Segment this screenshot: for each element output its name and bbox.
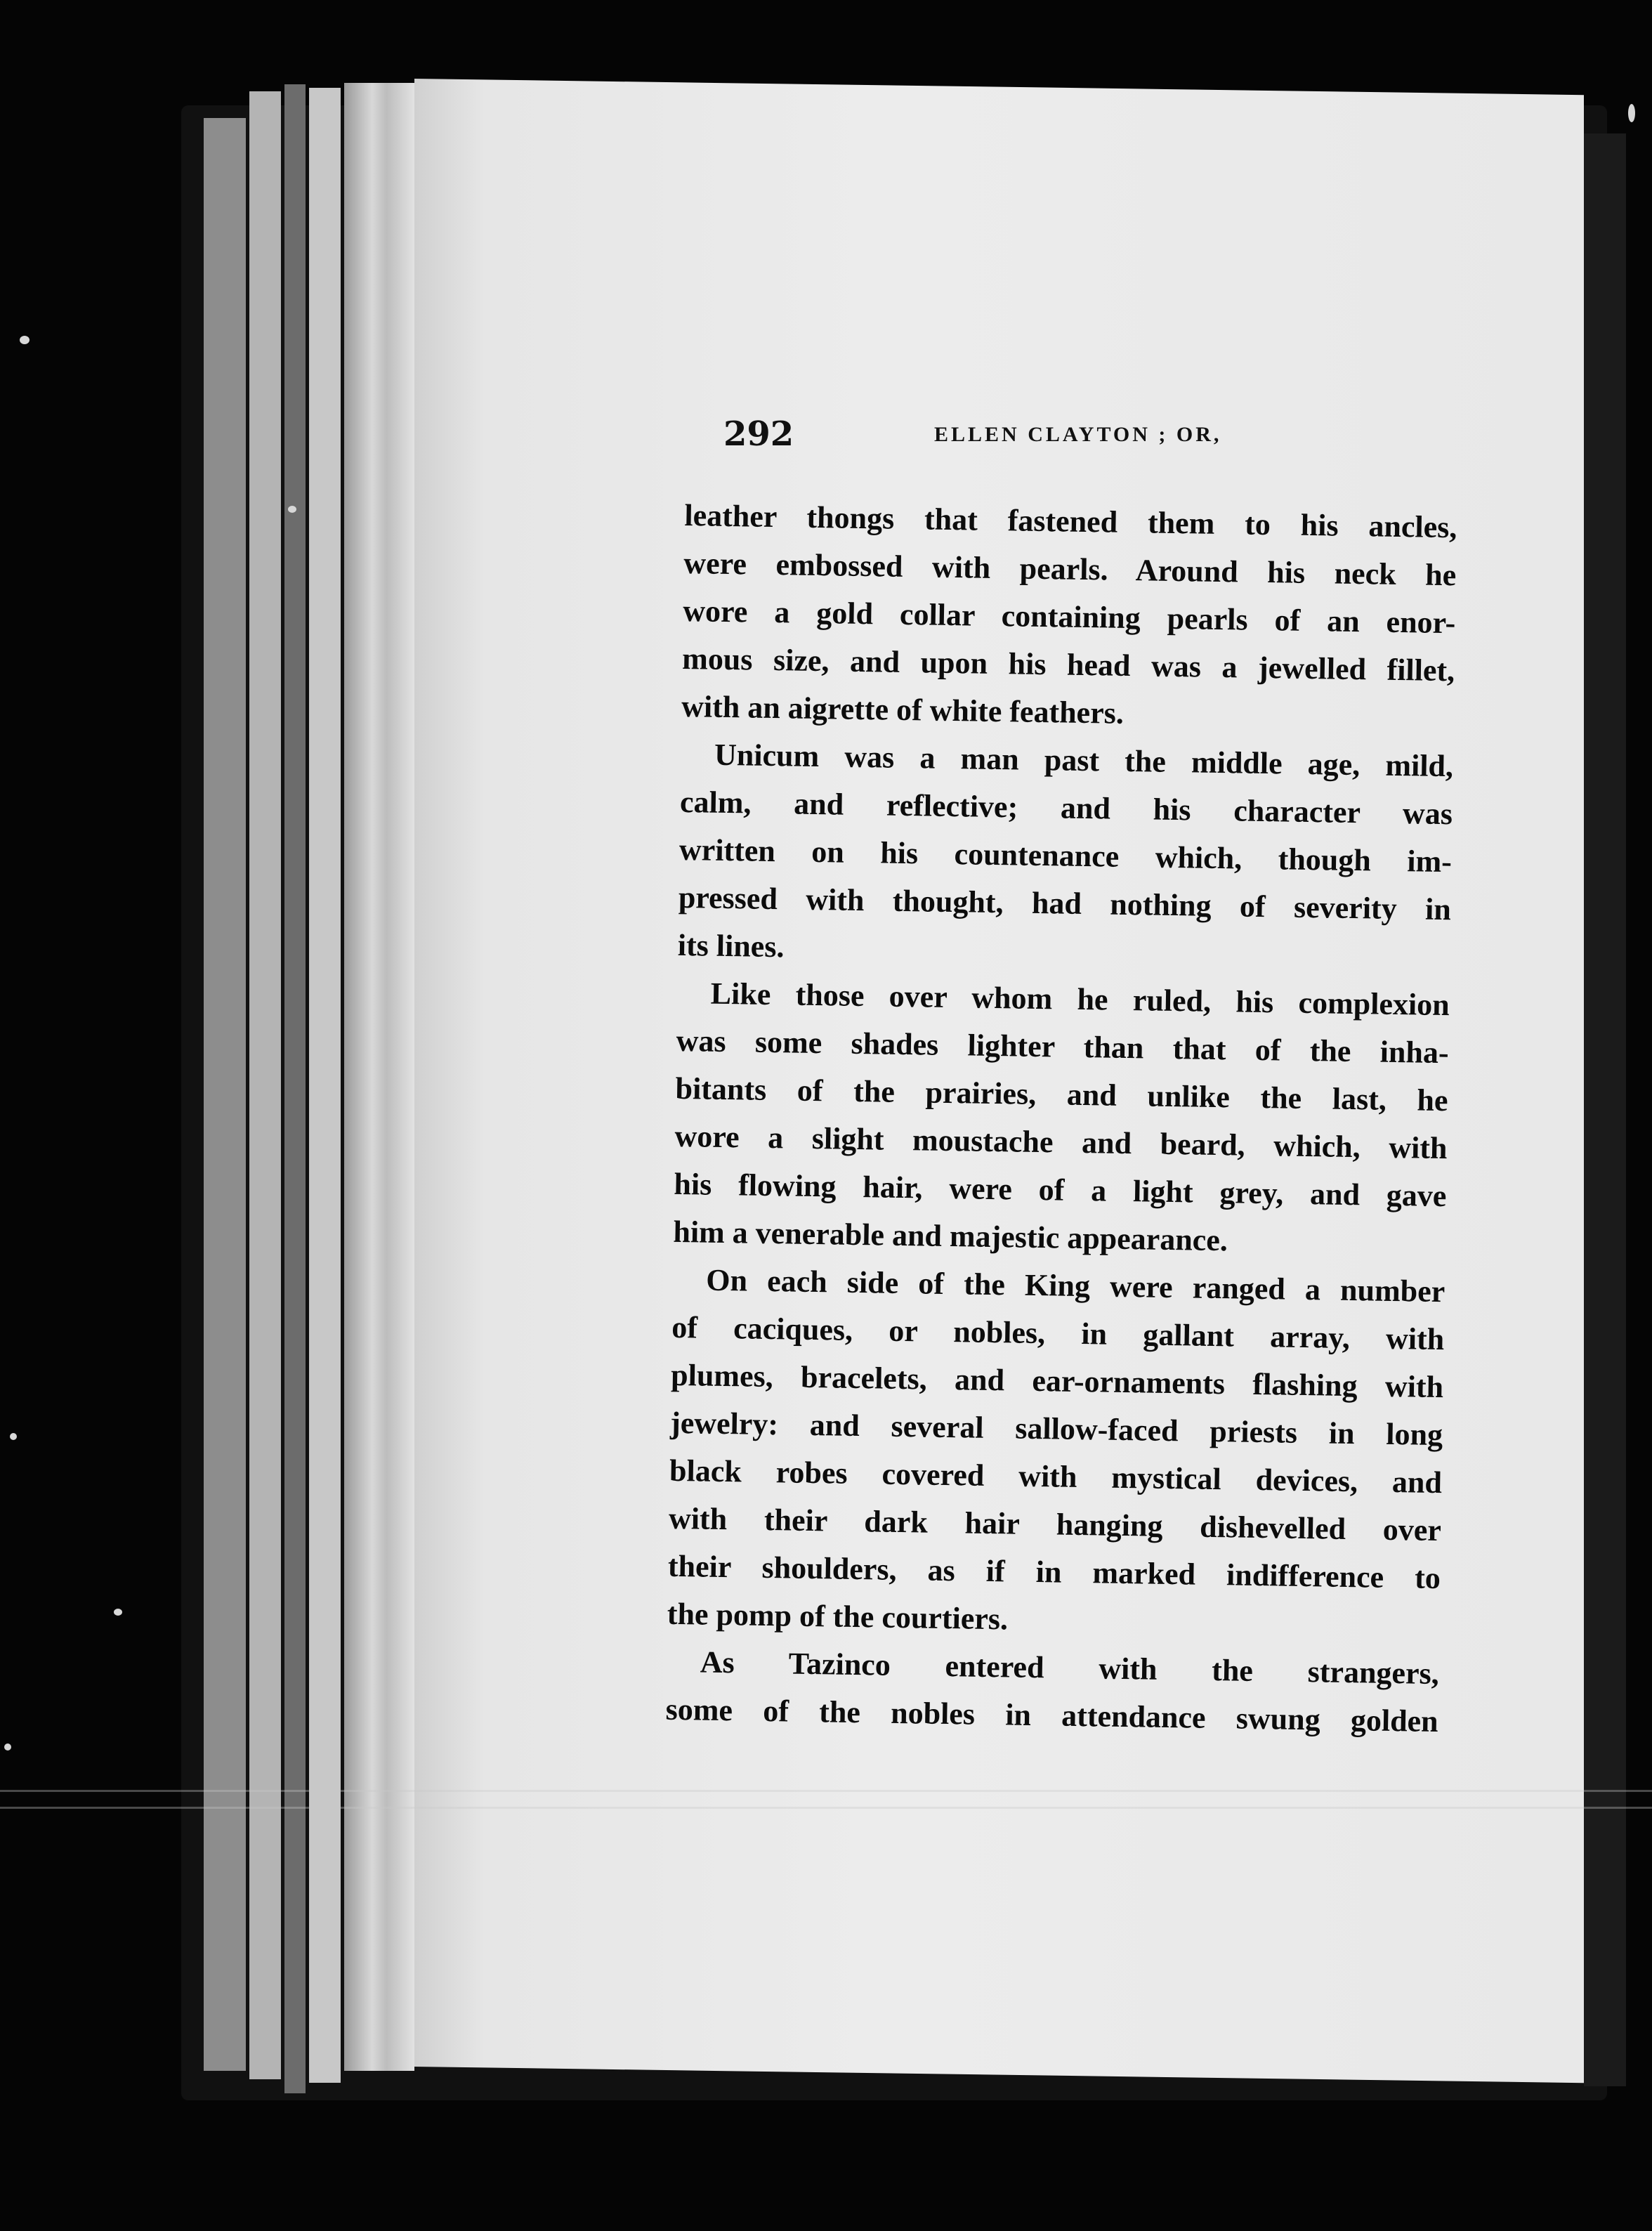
text-line: were embossed with pearls. Around his neck he (683, 545, 1457, 593)
text-line: wore a slight moustache and beard, which, with (674, 1118, 1448, 1166)
text-line: mous size, and upon his head was a jewelled fillet, (681, 641, 1455, 688)
scan-speck (4, 1743, 11, 1751)
text-line: bitants of the prairies, and unlike the last, he (675, 1071, 1448, 1118)
page-number: 292 (723, 414, 794, 454)
page-edge-stack (344, 83, 414, 2071)
text-line: Like those over whom he ruled, his complexion (710, 976, 1450, 1023)
text-line: As Tazinco entered with the strangers, (700, 1644, 1440, 1692)
text-line: his flowing hair, were of a light grey, and gave (674, 1166, 1447, 1214)
page-edge-stack (249, 91, 281, 2079)
scan-speck (114, 1609, 122, 1616)
scan-artifact-line (0, 1790, 1652, 1792)
text-line: with their dark hair hanging dishevelled over (668, 1500, 1442, 1548)
page-edge-stack (284, 84, 306, 2093)
text-line: was some shades lighter than that of the inha- (676, 1023, 1449, 1071)
text-line: its lines. (677, 927, 785, 964)
text-line: some of the nobles in attendance swung golden (665, 1692, 1439, 1739)
text-line: On each side of the King were ranged a number (705, 1262, 1446, 1309)
scan-speck (1628, 104, 1635, 122)
running-head: ELLEN CLAYTON ; OR, (934, 423, 1222, 446)
text-line: their shoulders, as if in marked indifference to (667, 1548, 1441, 1596)
text-line: written on his countenance which, though im- (678, 832, 1453, 879)
text-line: the pomp of the courtiers. (667, 1596, 1009, 1637)
body-text (665, 492, 1457, 1746)
text-line: leather thongs that fastened them to his ancles, (684, 497, 1457, 545)
text-line: wore a gold collar containing pearls of an enor- (682, 593, 1456, 641)
text-line: black robes covered with mystical devices, and (669, 1453, 1443, 1500)
scan-speck (20, 336, 29, 344)
text-line: pressed with thought, had nothing of severity in (678, 879, 1452, 927)
page-edge-stack (309, 88, 341, 2083)
book-spine-shadow (1584, 133, 1626, 2086)
scan-speck (288, 506, 296, 513)
text-line: plumes, bracelets, and ear-ornaments flashing with (670, 1357, 1444, 1405)
scan-artifact-line (0, 1807, 1652, 1809)
text-line: with an aigrette of white feathers. (681, 688, 1125, 731)
scan-speck (10, 1433, 17, 1440)
page-header (723, 414, 1440, 464)
text-line: calm, and reflective; and his character was (679, 784, 1453, 832)
text-line: Unicum was a man past the middle age, mild, (714, 737, 1454, 784)
text-line: jewelry: and several sallow-faced priests in long (669, 1405, 1443, 1453)
text-line: him a venerable and majestic appearance. (673, 1214, 1228, 1258)
page-edge-stack (204, 118, 246, 2071)
text-line: of caciques, or nobles, in gallant array, with (671, 1309, 1445, 1357)
